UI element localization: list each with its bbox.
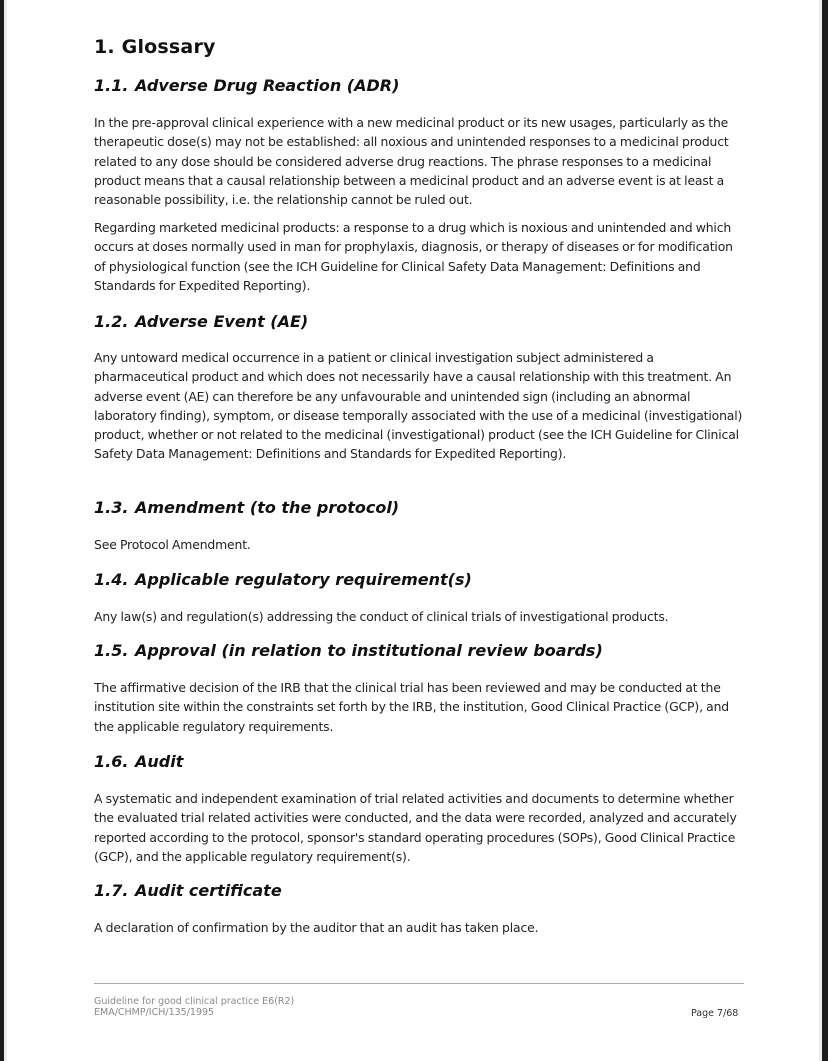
section-paragraph: See Protocol Amendment. [94,537,251,552]
section-title: Approval (in relation to institutional review boards) [135,641,603,660]
section-number: 1.3. [94,498,129,517]
section-title: Audit certificate [135,881,282,900]
section-number: 1.1. [94,76,129,95]
section-paragraph: Any law(s) and regulation(s) addressing the conduct of clinical trials of investigational products. [94,609,669,624]
section-number: 1.5. [94,641,129,660]
footer-divider [94,983,744,984]
section-paragraph: The affirmative decision of the IRB that the clinical trial has been reviewed and may be conducted at the institution site within the constraints set forth by the IRB, the institution, Good Clinical Practice (GCP), and the applicable regulatory requirements. [94,680,730,734]
section-heading-1-7 [94,881,282,900]
section-paragraph: Any untoward medical occurrence in a patient or clinical investigation subject administered a pharmaceutical product and which does not necessarily have a causal relationship with this treatment. An adverse event (AE) can therefore be any unfavourable and unintended sign (including an abnormal laboratory finding), symptom, or disease temporally associated with the use of a medicinal (investigational) product, whether or not related to the medicinal (investigational) product (see the ICH Guideline for Clinical Safety Data Management: Definitions and Standards for Expedited Reporting). [94,350,743,462]
section-heading-1-3 [94,498,399,517]
footer-guideline-title: Guideline for good clinical practice E6(R2) [94,996,295,1007]
section-title: Amendment (to the protocol) [135,498,400,517]
page-number: Page 7/68 [691,1008,739,1019]
section-paragraph: A systematic and independent examination of trial related activities and documents to determine whether the evaluated trial related activities were conducted, and the data were recorded, analyzed and accurately reported according to the protocol, sponsor's standard operating procedures (SOPs), Good Clinical Practice (GCP), and the applicable regulatory requirement(s). [94,791,737,864]
section-title: Adverse Event (AE) [135,312,309,331]
section-paragraph: In the pre-approval clinical experience with a new medicinal product or its new usages, particularly as the therapeutic dose(s) may not be established: all noxious and unintended responses to a medicinal product related to any dose should be considered adverse drug reactions. The phrase responses to a medicinal product means that a causal relationship between a medicinal product and an adverse event is at least a reasonable possibility, i.e. the relationship cannot be ruled out. [94,115,729,208]
section-heading-1-1 [94,76,399,95]
section-heading-1-5 [94,641,603,660]
chapter-title: 1. Glossary [94,36,216,58]
section-title: Audit [135,752,184,771]
footer-document-info [94,996,294,1018]
section-heading-1-6 [94,752,183,771]
section-title: Applicable regulatory requirement(s) [135,570,472,589]
section-number: 1.2. [94,312,129,331]
footer-reference-number: EMA/CHMP/ICH/135/1995 [94,1007,215,1018]
section-paragraph: Regarding marketed medicinal products: a response to a drug which is noxious and unintended and which occurs at doses normally used in man for prophylaxis, diagnosis, or therapy of diseases or for modification of physiological function (see the ICH Guideline for Clinical Safety Data Management: Definitions and Standards for Expedited Reporting). [94,220,733,293]
section-heading-1-4 [94,570,472,589]
section-number: 1.6. [94,752,129,771]
section-number: 1.4. [94,570,129,589]
section-heading-1-2 [94,312,308,331]
document-page [4,0,822,1061]
section-title: Adverse Drug Reaction (ADR) [135,76,400,95]
section-number: 1.7. [94,881,129,900]
section-paragraph: A declaration of confirmation by the auditor that an audit has taken place. [94,920,539,935]
